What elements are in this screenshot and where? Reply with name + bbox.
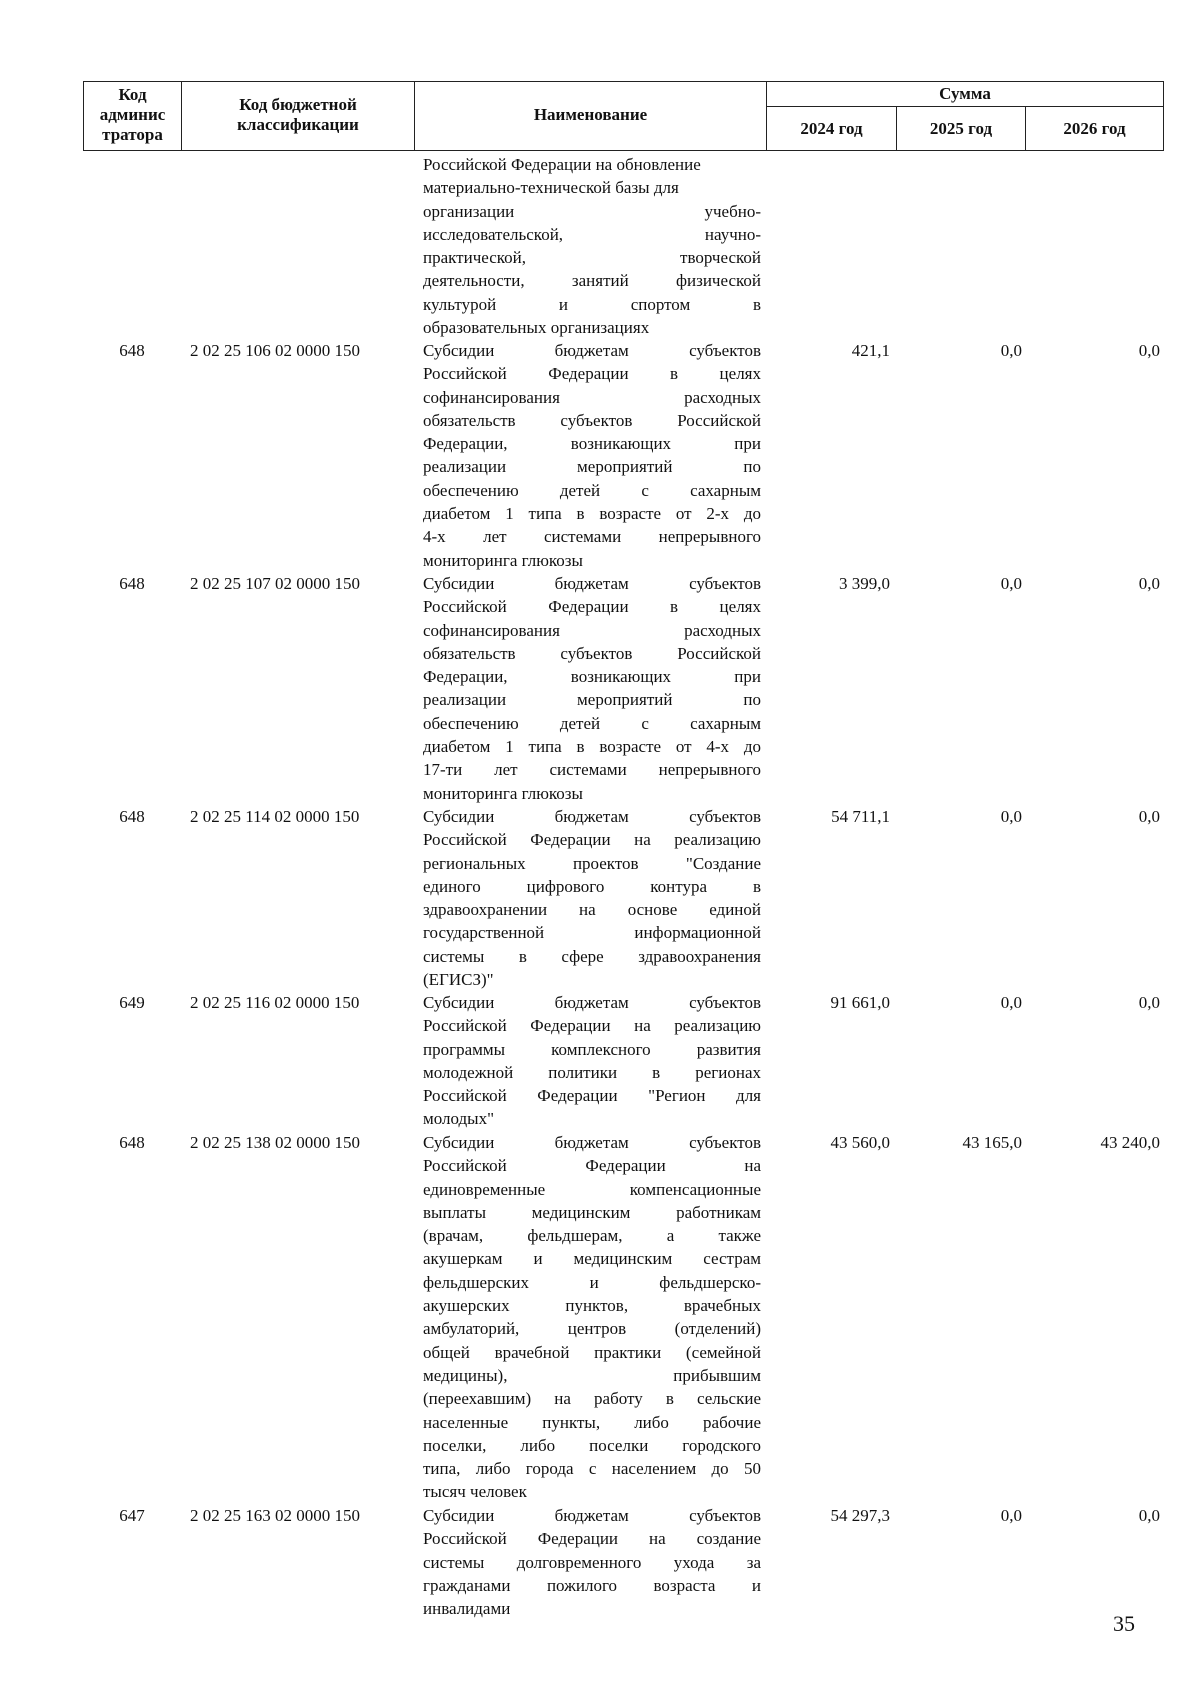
name-line: тысяч человек [423,1482,527,1502]
name-line: системы долговременного ухода за [423,1552,761,1572]
name-line: Субсидии бюджетам субъектов [423,807,761,826]
amount-2026: 0,0 [1138,993,1160,1012]
header-admin-code-line1: Код [118,85,147,104]
name-line: материально-технической базы для [423,178,679,198]
name-line: программы комплексного развития [423,1039,761,1059]
header-budget-code [182,82,414,148]
name-line: Субсидии бюджетам субъектов [423,993,761,1012]
amount-2025: 0,0 [1000,993,1022,1012]
amount-2025: 0,0 [1000,807,1022,826]
name-line: гражданами пожилого возраста и [423,1575,761,1595]
name-line: молодежной политики в регионах [423,1062,761,1082]
name-line: населенные пункты, либо рабочие [423,1412,761,1432]
header-admin-code [84,80,181,150]
name-line: молодых" [423,1109,495,1129]
name-line: государственной информационной [423,923,761,943]
name-line: мониторинга глюкозы [423,550,583,570]
name-line: медицины), прибывшим [423,1365,761,1385]
name-line: софинансирования расходных [423,387,761,407]
header-year-2025: 2025 год [929,118,993,138]
amount-2024: 54 711,1 [831,807,890,826]
name-line: Российской Федерации на обновление [423,155,701,174]
budget-code: 2 02 25 107 02 0000 150 [190,574,360,593]
header-budget-code-line2: классификации [237,115,359,134]
name-line: единого цифрового контура в [423,876,761,896]
amount-2025: 43 165,0 [962,1133,1022,1152]
name-line: организации учебно- [423,201,761,221]
row-name [423,991,761,1131]
page-number: 35 [1113,1611,1135,1636]
amount-2025: 0,0 [1000,1506,1022,1525]
row-name [423,1131,761,1504]
name-line: системы в сфере здравоохранения [423,946,761,966]
amount-2026: 0,0 [1138,1506,1160,1525]
name-line: Российской Федерации на [423,1156,761,1176]
amount-2026: 43 240,0 [1100,1133,1160,1152]
name-line: обеспечению детей с сахарным [423,713,761,733]
name-line: Субсидии бюджетам субъектов [423,574,761,593]
name-line: единовременные компенсационные [423,1179,761,1199]
amount-2024: 3 399,0 [839,574,890,593]
name-line: Российской Федерации на реализацию [423,1016,761,1036]
name-line: выплаты медицинским работникам [423,1202,761,1222]
name-line: Федерации, возникающих при [423,434,761,454]
header-admin-code-line3: тратора [102,125,163,144]
amount-2024: 54 297,3 [830,1506,890,1525]
name-line: 17-ти лет системами непрерывного [423,760,761,780]
name-line: диабетом 1 типа в возрасте от 4-х до [423,737,761,757]
name-line: Федерации, возникающих при [423,667,761,687]
admin-code: 648 [119,574,145,593]
name-line: обязательств субъектов Российской [423,410,761,430]
header-sum: Сумма [939,84,991,103]
amount-2026: 0,0 [1138,807,1160,826]
admin-code: 648 [119,807,145,826]
name-line: мониторинга глюкозы [423,783,583,803]
budget-code: 2 02 25 106 02 0000 150 [190,341,360,360]
row-name [423,1504,761,1620]
admin-code: 647 [119,1506,145,1525]
amount-2024: 91 661,0 [830,993,890,1012]
name-line: обязательств субъектов Российской [423,643,761,663]
amount-2024: 421,1 [851,341,890,360]
row-name [423,805,761,991]
name-line: Субсидии бюджетам субъектов [423,1133,761,1152]
header-name: Наименование [533,105,648,124]
budget-code: 2 02 25 163 02 0000 150 [190,1506,360,1525]
name-line: региональных проектов "Создание [423,853,761,873]
name-line: типа, либо города с населением до 50 [423,1459,761,1479]
name-line: Субсидии бюджетам субъектов [423,1506,761,1525]
name-line: образовательных организациях [423,318,650,338]
row-name [423,572,761,805]
name-line: софинансирования расходных [423,620,761,640]
budget-code: 2 02 25 114 02 0000 150 [190,807,360,826]
name-line: Российской Федерации в целях [423,364,761,384]
admin-code: 648 [119,1133,145,1152]
name-line: (врачам, фельдшерам, а также [423,1226,761,1246]
name-line: (ЕГИСЗ)" [423,970,494,990]
name-line: акушерских пунктов, врачебных [423,1296,761,1316]
name-line: Российской Федерации в целях [423,597,761,617]
amount-2026: 0,0 [1138,341,1160,360]
name-line: Субсидии бюджетам субъектов [423,341,761,360]
header-year-2024: 2024 год [800,118,863,138]
table-header [83,81,1164,151]
budget-code: 2 02 25 138 02 0000 150 [190,1133,360,1152]
name-line: реализации мероприятий по [423,457,761,477]
amount-2025: 0,0 [1000,341,1022,360]
name-line: диабетом 1 типа в возрасте от 2-х до [423,504,761,524]
name-line: Российской Федерации "Регион для [423,1086,761,1106]
row-name [423,339,761,572]
header-budget-code-line1: Код бюджетной [239,95,357,114]
header-admin-code-line2: админис [99,105,166,124]
amount-2024: 43 560,0 [830,1133,890,1152]
name-line: фельдшерских и фельдшерско- [423,1272,761,1292]
name-line: практической, творческой [423,248,761,268]
name-line: реализации мероприятий по [423,690,761,710]
name-line: обеспечению детей с сахарным [423,480,761,500]
name-line: общей врачебной практики (семейной [423,1342,761,1362]
amount-2026: 0,0 [1138,574,1160,593]
name-line: амбулаторий, центров (отделений) [423,1319,761,1339]
name-line: 4-х лет системами непрерывного [423,527,761,547]
admin-code: 649 [119,993,145,1012]
name-line: Российской Федерации на создание [423,1529,761,1549]
name-line: исследовательской, научно- [423,224,761,244]
admin-code: 648 [119,341,145,360]
name-line: (переехавшим) на работу в сельские [423,1389,761,1409]
continuation-name [423,153,761,339]
budget-code: 2 02 25 116 02 0000 150 [190,993,360,1012]
header-year-2026: 2026 год [1063,118,1126,138]
name-line: поселки, либо поселки городского [423,1435,761,1455]
name-line: культурой и спортом в [423,294,761,314]
name-line: деятельности, занятий физической [423,271,761,291]
name-line: Российской Федерации на реализацию [423,830,761,850]
amount-2025: 0,0 [1000,574,1022,593]
name-line: акушеркам и медицинским сестрам [423,1249,761,1269]
name-line: инвалидами [423,1599,511,1619]
name-line: здравоохранении на основе единой [423,900,761,920]
